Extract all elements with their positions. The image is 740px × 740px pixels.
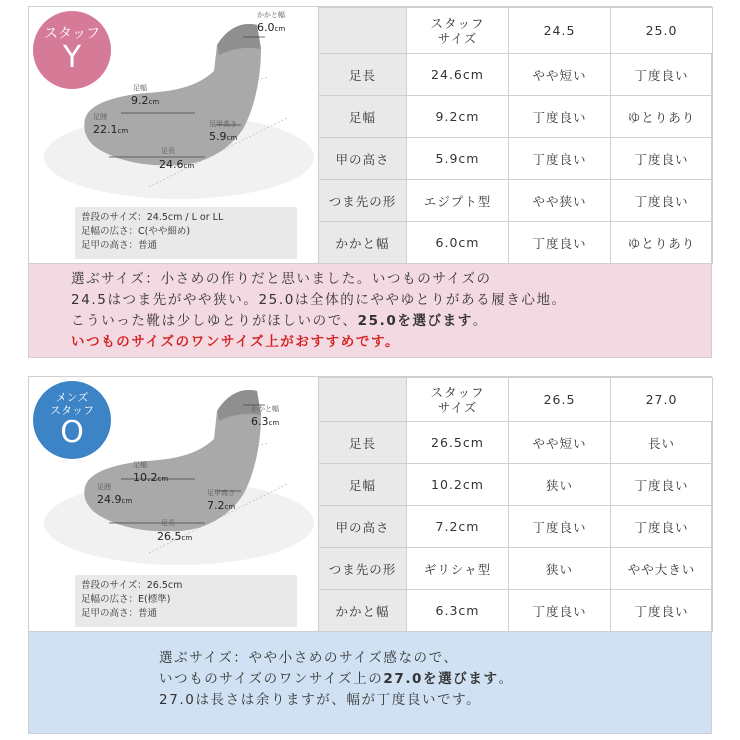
instep-height-grade: 足甲の高さ：普通: [81, 240, 158, 251]
foot-width-value: 9.2cm: [131, 94, 160, 107]
row-label: かかと幅: [319, 222, 407, 264]
cell-staff: 26.5cm: [407, 422, 509, 464]
row-label: 足幅: [319, 96, 407, 138]
table-row: [319, 506, 713, 548]
size-comparison-table-y: [318, 7, 713, 264]
foot-girth-value: 24.9cm: [97, 493, 133, 506]
cell-size-a: やや狭い: [509, 180, 611, 222]
cell-size-a: やや短い: [509, 54, 611, 96]
table-row: [319, 54, 713, 96]
foot-width-label: 足幅: [133, 84, 147, 92]
header-size-b: 27.0: [611, 378, 713, 422]
cell-size-b: 丁度良い: [611, 590, 713, 632]
cell-size-a: 狭い: [509, 548, 611, 590]
cell-size-b: 丁度良い: [611, 506, 713, 548]
table-row: [319, 548, 713, 590]
cell-staff: 10.2cm: [407, 464, 509, 506]
recommendation-text: いつものサイズのワンサイズ上がおすすめです。: [71, 334, 401, 350]
comment-line: こういった靴は少しゆとりがほしいので、25.0を選びます。: [71, 313, 488, 329]
row-label: 足長: [319, 422, 407, 464]
usual-size-info: [75, 207, 297, 259]
cell-size-a: やや短い: [509, 422, 611, 464]
cell-staff: 7.2cm: [407, 506, 509, 548]
cell-staff: 6.0cm: [407, 222, 509, 264]
cell-staff: 9.2cm: [407, 96, 509, 138]
foot-width-grade: 足幅の広さ：E(標準): [81, 594, 171, 605]
size-comment-o: [28, 632, 712, 734]
row-label: つま先の形: [319, 180, 407, 222]
table-row: [319, 590, 713, 632]
instep-height-label: 足甲高さ: [207, 489, 235, 497]
usual-size: 普段のサイズ：24.5cm / L or LL: [81, 212, 224, 223]
header-size-a: 26.5: [509, 378, 611, 422]
comment-line: 27.0は長さは余りますが、幅が丁度良いです。: [159, 692, 482, 708]
badge-letter: Y: [62, 39, 82, 75]
size-comment-y: [28, 264, 712, 358]
table-corner: [319, 378, 407, 422]
instep-height-grade: 足甲の高さ：普通: [81, 608, 158, 619]
badge-letter: O: [60, 415, 84, 450]
foot-illustration-o: [29, 377, 318, 631]
cell-size-a: 丁度良い: [509, 222, 611, 264]
foot-length-label: 足長: [161, 147, 175, 155]
foot-width-label: 足幅: [133, 461, 147, 469]
table-header-row: [319, 8, 713, 54]
table-corner: [319, 8, 407, 54]
heel-width-value: 6.3cm: [251, 415, 280, 428]
staff-y-panel: [28, 6, 712, 264]
row-label: つま先の形: [319, 548, 407, 590]
row-label: 足幅: [319, 464, 407, 506]
cell-staff: 6.3cm: [407, 590, 509, 632]
foot-girth-label: 足囲: [97, 483, 111, 491]
cell-size-b: やや大きい: [611, 548, 713, 590]
usual-size-info: [75, 575, 297, 627]
instep-height-value: 5.9cm: [209, 130, 238, 143]
staff-y-badge: [33, 11, 111, 89]
cell-staff: エジプト型: [407, 180, 509, 222]
instep-height-value: 7.2cm: [207, 499, 236, 512]
heel-width-label: かかと幅: [257, 11, 285, 19]
cell-size-a: 丁度良い: [509, 138, 611, 180]
cell-size-b: 丁度良い: [611, 138, 713, 180]
staff-o-panel: [28, 376, 712, 632]
cell-size-a: 狭い: [509, 464, 611, 506]
table-row: [319, 422, 713, 464]
table-row: [319, 464, 713, 506]
comment-line: いつものサイズのワンサイズ上の27.0を選びます。: [159, 671, 514, 687]
comment-line: 選ぶサイズ：やや小さめのサイズ感なので、: [159, 650, 459, 666]
cell-staff: 5.9cm: [407, 138, 509, 180]
foot-length-value: 26.5cm: [157, 530, 193, 543]
foot-girth-label: 足囲: [93, 113, 107, 121]
cell-size-a: 丁度良い: [509, 590, 611, 632]
table-row: [319, 222, 713, 264]
cell-size-a: 丁度良い: [509, 96, 611, 138]
cell-size-a: 丁度良い: [509, 506, 611, 548]
badge-label: スタッフ: [44, 25, 100, 42]
header-size-b: 25.0: [611, 8, 713, 54]
foot-illustration-y: [29, 7, 318, 263]
header-staff-size: スタッフ サイズ: [407, 8, 509, 54]
foot-length-label: 足長: [161, 519, 175, 527]
header-staff-size: スタッフ サイズ: [407, 378, 509, 422]
foot-width-grade: 足幅の広さ：C(やや細め): [81, 226, 191, 237]
cell-size-b: 丁度良い: [611, 464, 713, 506]
header-size-a: 24.5: [509, 8, 611, 54]
row-label: 足長: [319, 54, 407, 96]
table-row: [319, 138, 713, 180]
staff-o-badge: [33, 381, 111, 459]
foot-length-value: 24.6cm: [159, 158, 195, 171]
usual-size: 普段のサイズ：26.5cm: [81, 580, 183, 591]
cell-size-b: 丁度良い: [611, 54, 713, 96]
table-row: [319, 180, 713, 222]
comment-line: 24.5はつま先がやや狭い。25.0は全体的にややゆとりがある履き心地。: [71, 292, 567, 308]
table-header-row: [319, 378, 713, 422]
heel-width-value: 6.0cm: [257, 21, 286, 34]
row-label: 甲の高さ: [319, 138, 407, 180]
badge-label: メンズ: [55, 391, 89, 404]
table-row: [319, 96, 713, 138]
heel-width-label: かかと幅: [251, 405, 279, 413]
foot-girth-value: 22.1cm: [93, 123, 129, 136]
size-comparison-table-o: [318, 377, 713, 632]
comment-line: 選ぶサイズ：小さめの作りだと思いました。いつものサイズの: [71, 271, 492, 287]
cell-staff: 24.6cm: [407, 54, 509, 96]
instep-height-label: 足甲高さ: [209, 120, 237, 128]
badge-label: スタッフ: [50, 404, 94, 417]
cell-size-b: 丁度良い: [611, 180, 713, 222]
cell-size-b: 長い: [611, 422, 713, 464]
row-label: かかと幅: [319, 590, 407, 632]
row-label: 甲の高さ: [319, 506, 407, 548]
cell-size-b: ゆとりあり: [611, 222, 713, 264]
cell-size-b: ゆとりあり: [611, 96, 713, 138]
chosen-size: 25.0を選びます: [357, 313, 473, 329]
chosen-size: 27.0を選びます: [383, 671, 499, 687]
cell-staff: ギリシャ型: [407, 548, 509, 590]
foot-width-value: 10.2cm: [133, 471, 169, 484]
